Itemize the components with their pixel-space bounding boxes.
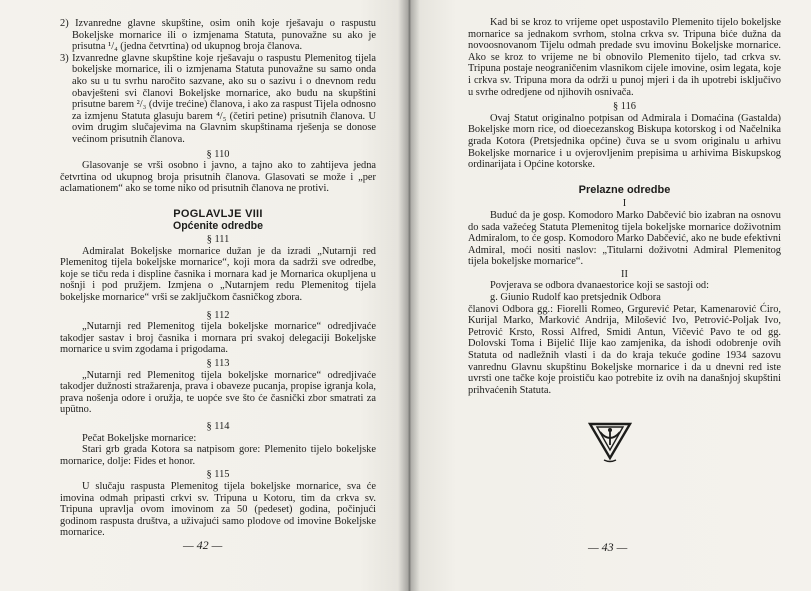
section-116-text: Ovaj Statut originalno potpisan od Admirala i Domaćina (Gastalda) Bokeljske morn rice, od dioecezanskog Biskupa kotorskog i od Načelnika grada Kotora (Pretsjednika općine) čuva se u svom originalu u arhivu Bokeljske mornarice i u ovjerovljenim prepisima u arhivima Biskupskog ordinarijata i Općine kotorske. bbox=[468, 112, 781, 171]
section-112-label: § 112 bbox=[206, 309, 230, 321]
section-111-text: Admiralat Bokeljske mornarice dužan je da izradi „Nutarnji red Plemenitog tijela bokeljske mornarice“, koji mora da sadrži sve odredbe, koje se tiču reda i displine časnika i mornara kad je Mornarica okupljena u nošnji i pod pružjem. Izmjena o „Nutarnjem redu Plemenitog tijela bokeljske mornarice“ vrši se zaključkom časničkog zbora. bbox=[60, 245, 376, 304]
right-text-column bbox=[468, 17, 781, 396]
list-item-3: 3) Izvanredne glavne skupštine koje rješavaju o raspustu Plemenitog tijela bokeljske mornarice, ili o izmjenama Statuta punovažne su samo onda ako su u tu svrhu naročito sazvane, ako su o sazivu i o dnevnom redu obavješteni svi članovi Bokeljske mornarice, ako budu na skupštini prisutne barem ²/₃ (dvije trećine) članova, i ako za raspust Tijela odnosno za izmjenu Statuta glasuju barem ⁴/₅ (četiri petine) prisutnih članova. U ovim drugim slučajevima na Glavnim skupštinama rješenja se donose većinom prisutnih članova. bbox=[60, 52, 376, 145]
chapter-title: POGLAVLJE VIII bbox=[173, 207, 263, 220]
provision-1-label: I bbox=[622, 198, 627, 210]
section-110-text: Glasovanje se vrši osobno i javno, a tajno ako to zahtijeva jedna četvrtina od ukupnog broja prisutnih članova. Glasovati se može i „per aclamationem“ ako se tome niko od prisutnih članova ne protivi. bbox=[60, 160, 376, 195]
section-114-label: § 114 bbox=[206, 421, 230, 432]
provision-1-text: Buduć da je gosp. Komodoro Marko Dabčević bio izabran na osnovu do sada važećeg Statuta Plemenitog tijela bokeljske mornarice doživotnim Admiralom, to će gosp. Komodoro Marko Dabčević, ako ne bude efektivni Admiral, moći nositi naslov: „Titularni doživotni Admiral Plemenitog tijela bokeljske mornarice“. bbox=[468, 209, 781, 268]
left-text-column bbox=[60, 18, 376, 539]
provision-2-chairman: g. Giunio Rudolf kao pretsjednik Odbora bbox=[490, 292, 661, 304]
anchor-crest-icon bbox=[586, 418, 634, 464]
provision-2-members: članovi Odbora gg.: Fiorelli Romeo, Grgurević Petar, Kamenarović Ćiro, Kurijal Marko, Marković Andrija, Milošević Ivo, Petrović-Poljak Ivo, Petrović Krsto, Rossi Alfred, Smidi Antun, Vičević Pavo te od gg. Dolovski Toma i Bijelić Ilije kao zamjenika, da ishodi odobrenje ovih Statuta od nadležnih vlasti i da do kraja tekuće godine 1934 sazovu vanrednu Glavnu skupštinu Bokeljske mornarice i da u dnevni red iste uvrsti one tačke koje proističu kao potrebite iz ovih na današnjoj skupštini prihvaćenih Statuta. bbox=[468, 303, 781, 396]
provision-2-intro: Povjerava se odbora dvanaestorice koji se sastoji od: bbox=[490, 280, 710, 292]
section-115-label: § 115 bbox=[206, 469, 230, 481]
book-gutter bbox=[398, 0, 420, 591]
page-number-right: — 43 — bbox=[588, 540, 628, 554]
section-114-text-2: Stari grb grada Kotora sa natpisom gore: Plemenito tijelo bokeljske mornarice, dolje: Fides et honor. bbox=[60, 444, 376, 467]
section-113-label: § 113 bbox=[206, 358, 230, 370]
section-115-text: U slučaju raspusta Plemenitog tijela bokeljske mornarice, sva će imovina odmah pripasti crkvi sv. Tripuna u Kotoru, tim da crkva sv. Tripuna upravlja ovom imovinom za 50 (pedeset) godina, počinjući godinom raspusta društva, a uživajući samo plodove od imovine Bokeljske mornarice. bbox=[60, 480, 376, 539]
section-116-label: § 116 bbox=[613, 101, 636, 113]
transitional-provisions-heading: Prelazne odredbe bbox=[578, 183, 671, 196]
chapter-subtitle: Općenite odredbe bbox=[172, 219, 264, 232]
page-right bbox=[408, 0, 811, 591]
section-115-continued-text: Kad bi se kroz to vrijeme opet uspostavilo Plemenito tijelo bokeljske mornarice sa jednakom svrhom, stolna crkva sv. Tripuna biće dužna da novoosnovanom Tijelu odmah predade svu imovinu Bokeljske mornarice. Ako se kroz to vrijeme ne bi obnovilo Plemenito tijelo, tad crkva sv. Tripuna postaje neograničenim vlasnikom cijele imovine, osim legata, koje i crkva sv. Tripuna mora da održi u punoj mjeri i da ih upotrebi isključivo u svrhe odredjene od njihovih osnivača. bbox=[468, 17, 781, 98]
page-number-left: — 42 — bbox=[183, 538, 223, 552]
section-114-text-1: Pečat Bokeljske mornarice: bbox=[82, 432, 197, 444]
section-113-text: „Nutarnji red Plemenitog tijela bokeljske mornarice“ odredjivaće takodjer dužnosti stražarenja, prava i obaveze pucanja, propise igranja kola, prava nošenja odore i oružja, te uopće sve što će časnički zbor smatrati za upütno. bbox=[60, 369, 376, 416]
provision-2-label: II bbox=[621, 268, 628, 280]
section-110-label: § 110 bbox=[206, 148, 230, 160]
section-111-label: § 111 bbox=[206, 234, 230, 246]
list-item-2: 2) Izvanredne glavne skupštine, osim onih koje rješavaju o raspustu Bokeljske mornarice ili o izmjenama Statuta, punovažne su ako je prisutna ¹/₄ (jedna četvrtina) od ukupnog broja članova. bbox=[60, 18, 376, 53]
section-112-text: „Nutarnji red Plemenitog tijela bokeljske mornarice“ odredjivaće takodjer sastav i broj časnika i mornara pri svakoj delegaciji Bokeljske mornarice u svim zgodama i prigodama. bbox=[60, 321, 376, 356]
